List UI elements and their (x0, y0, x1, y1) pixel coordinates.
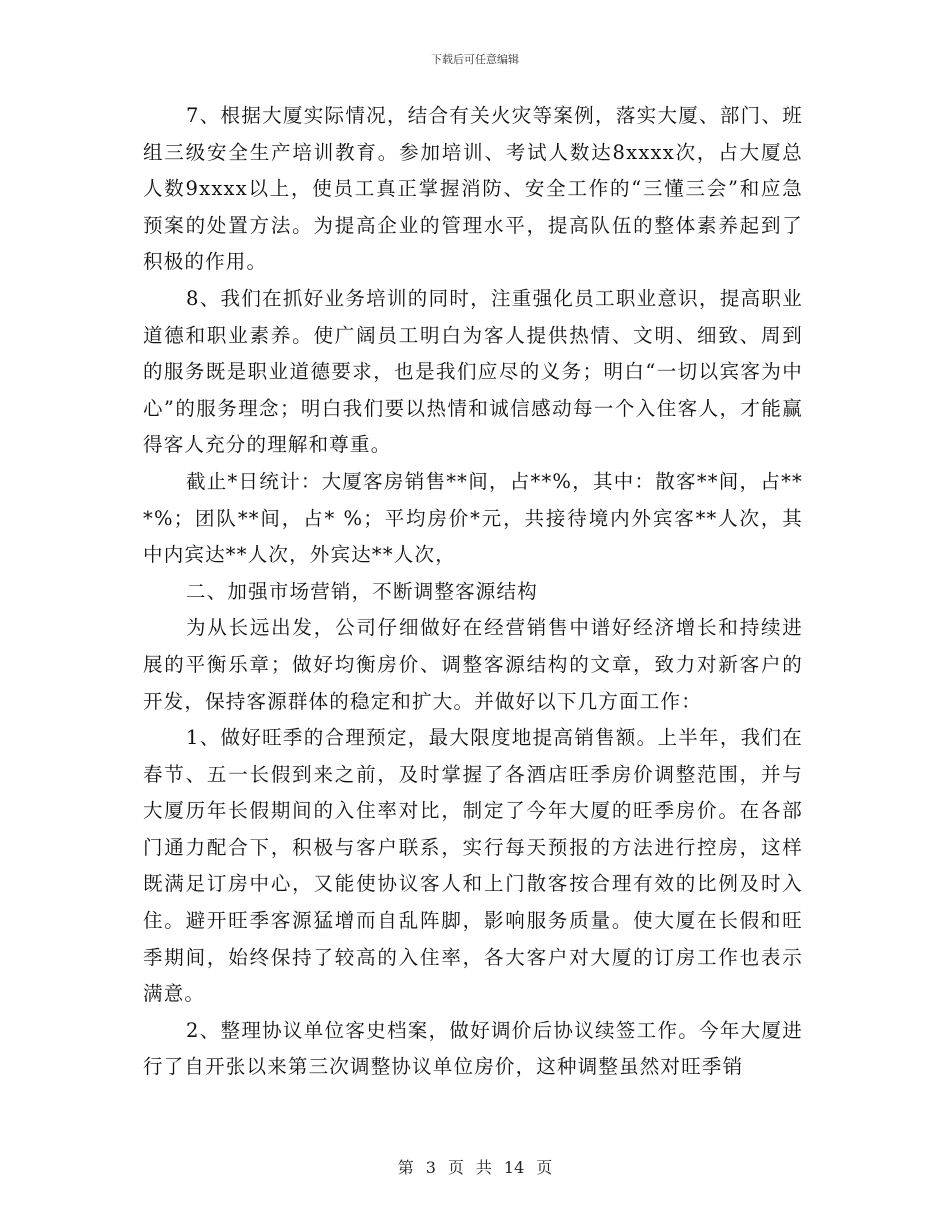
paragraph-intro: 为从长远出发，公司仔细做好在经营销售中谱好经济增长和持续进展的平衡乐章；做好均衡房价、调整客源结构的文章，致力对新客户的开发，保持客源群体的稳定和扩大。并做好以下几方面工作： (143, 616, 803, 713)
footer-di: 第 (397, 1158, 414, 1177)
paragraph-1: 1、做好旺季的合理预定，最大限度地提高销售额。上半年，我们在春节、五一长假到来之前，及时掌握了各酒店旺季房价调整范围，并与大厦历年长假期间的入住率对比，制定了今年大厦的旺季房价。在各部门通力配合下，积极与客户联系，实行每天预报的方法进行控房，这样既满足订房中心，又能使协议客人和上门散客按合理有效的比例及时入住。避开旺季客源猛增而自乱阵脚，影响服务质量。使大厦在长假和旺季期间，始终保持了较高的入住率，各大客户对大厦的订房工作也表示满意。 (143, 726, 803, 1006)
footer-total-pages: 14 (503, 1158, 525, 1177)
paragraph-8: 8、我们在抓好业务培训的同时，注重强化员工职业意识，提高职业道德和职业素养。使广阔员工明白为客人提供热情、文明、细致、周到的服务既是职业道德要求，也是我们应尽的义务；明白“一切以宾客为中心”的服务理念；明白我们要以热情和诚信感动每一个入住客人，才能赢得客人充分的理解和尊重。 (143, 286, 803, 457)
section-heading-2: 二、加强市场营销，不断调整客源结构 (186, 579, 538, 603)
paragraph-7: 7、根据大厦实际情况，结合有关火灾等案例，落实大厦、部门、班组三级安全生产培训教育。参加培训、考试人数达8xxxx次，占大厦总人数9xxxx以上，使员工真正掌握消防、安全工作的“三懂三会”和应急预案的处置方法。为提高企业的管理水平，提高队伍的整体素养起到了积极的作用。 (143, 104, 803, 274)
document-body (143, 98, 803, 1086)
paragraph-2: 2、整理协议单位客史档案，做好调价后协议续签工作。今年大厦进行了自开张以来第三次调整协议单位房价，这种调整虽然对旺季销 (143, 1018, 803, 1079)
footer-page-number: 3 (425, 1158, 436, 1177)
page-footer (0, 1158, 950, 1178)
page-header-note: 下载后可任意编辑 (431, 53, 519, 66)
paragraph-statistics: 截止*日统计：大厦客房销售**间，占**%，其中：散客**间，占***%；团队**间，占* %；平均房价*元，共接待境内外宾客**人次，其中内宾达**人次，外宾达**人次， (143, 469, 803, 567)
footer-ye: 页 (447, 1158, 464, 1177)
footer-ye2: 页 (536, 1158, 553, 1177)
footer-gong: 共 (475, 1158, 492, 1177)
